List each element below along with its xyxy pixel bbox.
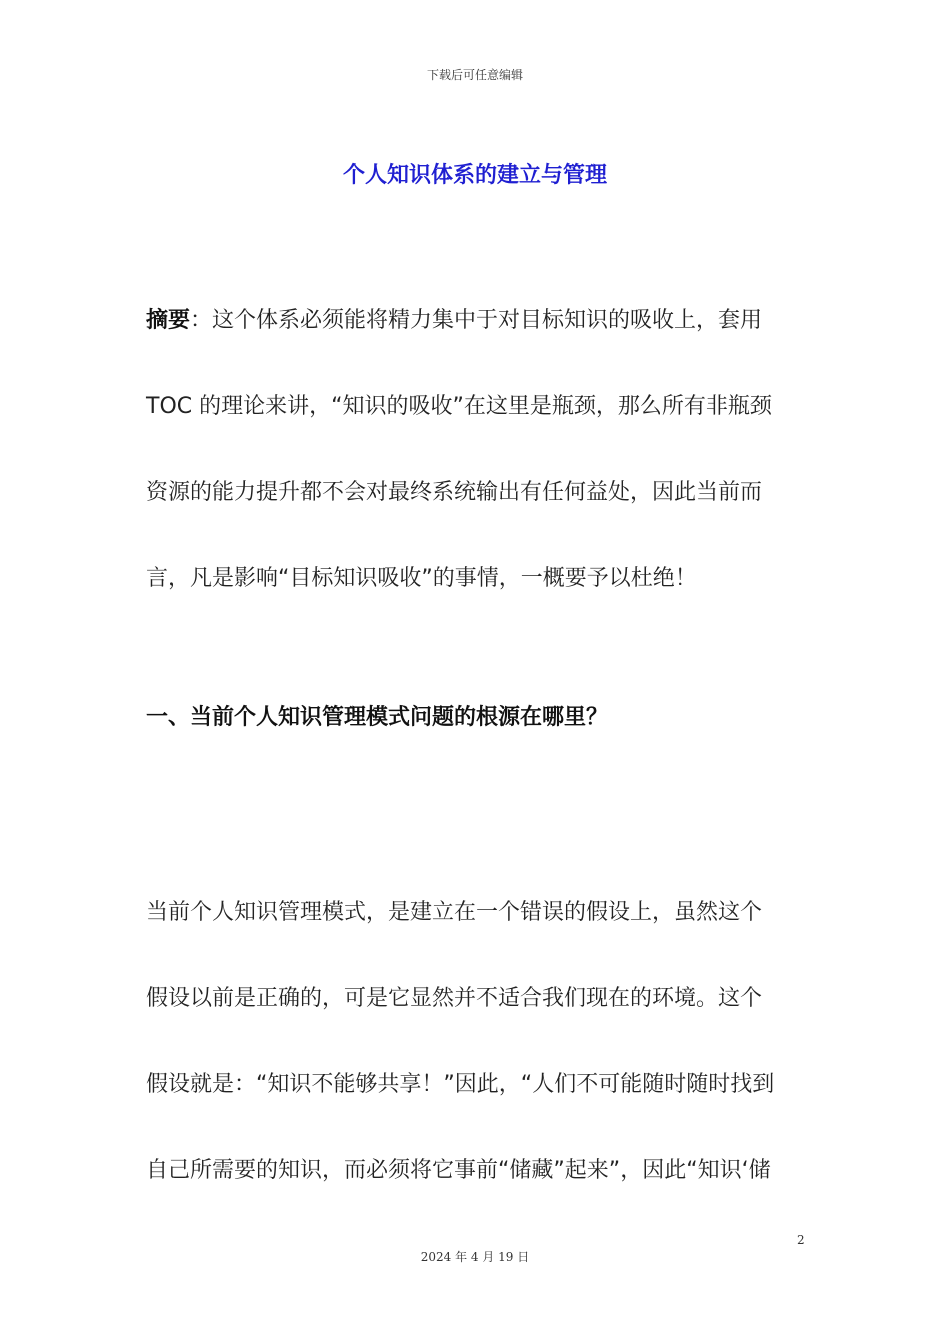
abstract-line: 资源的能力提升都不会对最终系统输出有任何益处，因此当前而 xyxy=(146,480,763,505)
paragraph-line: 假设就是：“知识不能够共享！”因此，“人们不可能随时随时找到 xyxy=(146,1072,775,1097)
paragraph-line: 自己所需要的知识，而必须将它事前“储藏”起来”，因此“知识‘储 xyxy=(146,1158,771,1183)
document-title: 个人知识体系的建立与管理 xyxy=(342,163,607,188)
abstract-label: 摘要 xyxy=(146,308,191,333)
paragraph-line: 假设以前是正确的，可是它显然并不适合我们现在的环境。这个 xyxy=(146,986,763,1011)
footer-date: 2024 年 4 月 19 日 xyxy=(420,1250,530,1264)
abstract-paragraph xyxy=(146,278,796,622)
page-number: 2 xyxy=(797,1233,805,1247)
abstract-line: 言，凡是影响“目标知识吸收”的事情，一概要予以杜绝！ xyxy=(146,566,697,591)
section-heading: 一、当前个人知识管理模式问题的根源在哪里？ xyxy=(146,705,609,730)
paragraph-line: 当前个人知识管理模式，是建立在一个错误的假设上，虽然这个 xyxy=(146,900,763,925)
body-paragraph xyxy=(146,870,796,1214)
abstract-line xyxy=(146,278,796,364)
abstract-line-text: ：这个体系必须能将精力集中于对目标知识的吸收上，套用 xyxy=(190,308,763,333)
abstract-line: TOC 的理论来讲，“知识的吸收”在这里是瓶颈，那么所有非瓶颈 xyxy=(146,394,772,419)
page-header: 下载后可任意编辑 xyxy=(426,68,523,82)
